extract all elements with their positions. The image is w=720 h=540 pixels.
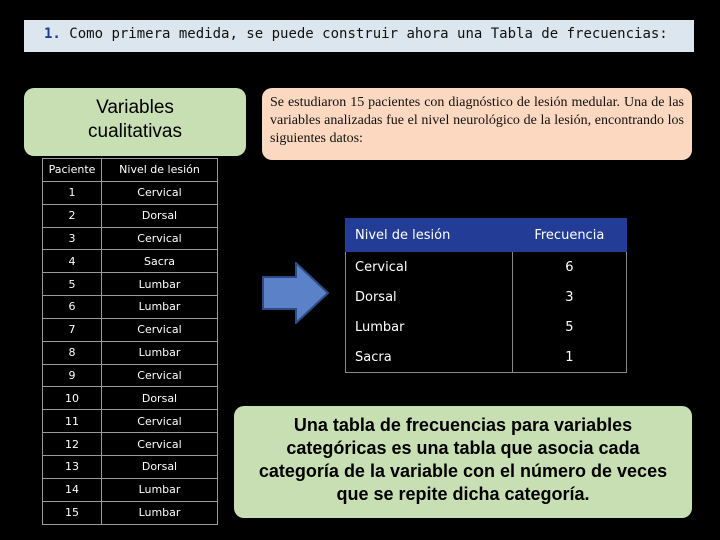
frequency-cell: 3: [512, 282, 626, 312]
lesion-level-cell: Cervical: [102, 181, 218, 204]
patient-id-cell: 4: [43, 250, 102, 273]
frequency-cell: 5: [512, 312, 626, 342]
patient-id-cell: 15: [43, 501, 102, 524]
definition-strong: Una tabla de frecuencias: [293, 415, 506, 435]
category-cell: Lumbar: [346, 312, 513, 342]
lesion-level-cell: Cervical: [102, 318, 218, 341]
patient-id-cell: 5: [43, 273, 102, 296]
lesion-level-cell: Cervical: [102, 410, 218, 433]
lesion-level-cell: Lumbar: [102, 296, 218, 319]
patient-id-cell: 1: [43, 181, 102, 204]
table-row: [346, 312, 627, 342]
patient-id-cell: 11: [43, 410, 102, 433]
table-row: [43, 204, 218, 227]
table-row: [43, 455, 218, 478]
lesion-level-cell: Dorsal: [102, 455, 218, 478]
header-frecuencia: Frecuencia: [512, 219, 626, 252]
table-row: [43, 364, 218, 387]
description-callout: Se estudiaron 15 pacientes con diagnóstico de lesión medular. Una de las variables analizadas fue el nivel neurológico de la lesión, encontrando los siguientes datos:: [262, 88, 692, 160]
category-cell: Dorsal: [346, 282, 513, 312]
table-row: [43, 410, 218, 433]
category-cell: Cervical: [346, 252, 513, 283]
lesion-level-cell: Lumbar: [102, 273, 218, 296]
table-row: [43, 478, 218, 501]
category-cell: Sacra: [346, 342, 513, 373]
patients-table: [42, 158, 218, 525]
patient-id-cell: 3: [43, 227, 102, 250]
frequency-table: [345, 218, 627, 373]
lesion-level-cell: Sacra: [102, 250, 218, 273]
lesion-level-cell: Lumbar: [102, 501, 218, 524]
table-row: [43, 433, 218, 456]
table-row: [43, 341, 218, 364]
patients-header-row: [43, 159, 218, 182]
slide-title: [24, 20, 694, 52]
table-row: [43, 387, 218, 410]
table-row: [43, 273, 218, 296]
table-row: [43, 250, 218, 273]
title-number: 1.: [44, 26, 61, 42]
patients-body: [43, 181, 218, 524]
lesion-level-cell: Dorsal: [102, 204, 218, 227]
table-row: [346, 282, 627, 312]
title-text: Como primera medida, se puede construir ahora una Tabla de frecuencias:: [69, 26, 668, 42]
lesion-level-cell: Dorsal: [102, 387, 218, 410]
frequency-body: [346, 252, 627, 373]
header-paciente: Paciente: [43, 159, 102, 182]
header-nivel-lesion: Nivel de lesión: [346, 219, 513, 252]
definition-rest: para variables categóricas es una tabla que asocia cada categoría de la variable con el número de veces que se repite dicha categoría.: [258, 415, 668, 504]
patient-id-cell: 7: [43, 318, 102, 341]
definition-callout: [234, 406, 692, 518]
lesion-level-cell: Cervical: [102, 364, 218, 387]
variables-line2: cualitativas: [88, 121, 182, 142]
table-row: [43, 227, 218, 250]
lesion-level-cell: Cervical: [102, 433, 218, 456]
table-row: [346, 342, 627, 373]
table-row: [43, 318, 218, 341]
patient-id-cell: 10: [43, 387, 102, 410]
variables-line1: Variables: [96, 97, 174, 118]
patient-id-cell: 14: [43, 478, 102, 501]
patient-id-cell: 6: [43, 296, 102, 319]
header-nivel: Nivel de lesión: [102, 159, 218, 182]
variables-callout: [24, 88, 246, 156]
patient-id-cell: 2: [43, 204, 102, 227]
table-row: [43, 296, 218, 319]
table-row: [346, 252, 627, 283]
right-arrow-icon: [262, 262, 330, 324]
frequency-cell: 6: [512, 252, 626, 283]
table-row: [43, 501, 218, 524]
table-row: [43, 181, 218, 204]
patient-id-cell: 12: [43, 433, 102, 456]
lesion-level-cell: Lumbar: [102, 341, 218, 364]
lesion-level-cell: Cervical: [102, 227, 218, 250]
patient-id-cell: 8: [43, 341, 102, 364]
frequency-cell: 1: [512, 342, 626, 373]
patient-id-cell: 9: [43, 364, 102, 387]
frequency-header-row: [346, 219, 627, 252]
lesion-level-cell: Lumbar: [102, 478, 218, 501]
patient-id-cell: 13: [43, 455, 102, 478]
